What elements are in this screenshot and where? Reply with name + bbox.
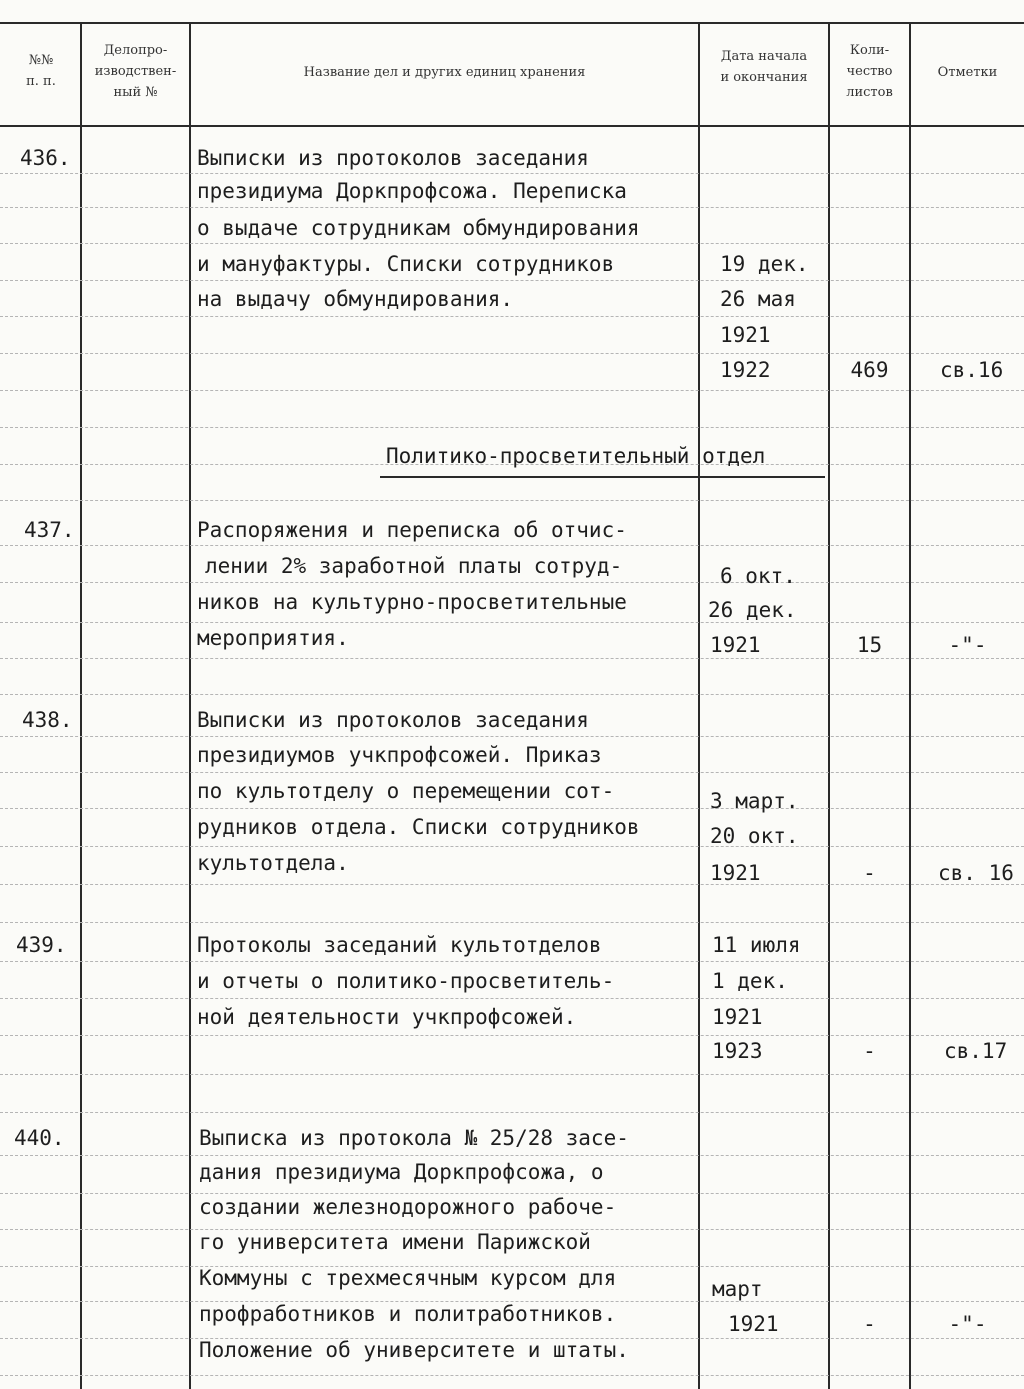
- ledger-rule: [0, 427, 1024, 428]
- record-title-line: Выписка из протокола № 25/28 засе-: [199, 1126, 629, 1150]
- ledger-rule: [0, 922, 1024, 923]
- record-title-line: Коммуны с трехмесячным курсом для: [199, 1266, 617, 1290]
- section-title: Политико-просветительный отдел: [386, 444, 766, 468]
- header-col-number: №№ п. п.: [26, 53, 56, 89]
- record-title-line: по культотделу о перемещении сот-: [197, 779, 615, 803]
- header-col-sheet-count: Коли- чество листов: [846, 43, 893, 100]
- record-notes: св.16: [940, 358, 1004, 382]
- record-title-line: го университета имени Парижской: [199, 1230, 591, 1254]
- record-title-line: и мануфактуры. Списки сотрудников: [197, 252, 615, 276]
- record-date: 1923: [712, 1039, 763, 1063]
- col-divider-3: [698, 22, 700, 1389]
- col-divider-4: [828, 22, 830, 1389]
- top-border: [0, 22, 1024, 24]
- record-title-line: Выписки из протоколов заседания: [197, 146, 589, 170]
- record-date: 3 март.: [710, 789, 799, 813]
- record-date: 1921: [710, 633, 761, 657]
- record-date: 1922: [720, 358, 771, 382]
- record-date: 26 дек.: [708, 598, 797, 622]
- record-title-line: ников на культурно-просветительные: [197, 590, 627, 614]
- ledger-rule: [0, 694, 1024, 695]
- ledger-rule: [0, 1074, 1024, 1075]
- record-title-line: дания президиума Доркпрофсожа, о: [199, 1160, 604, 1184]
- record-notes: св. 16: [938, 861, 1014, 885]
- record-title-line: лении 2% заработной платы сотруд-: [205, 554, 623, 578]
- record-sheet-count: -: [863, 1039, 876, 1063]
- record-number: 440.: [14, 1126, 65, 1150]
- header-col-office-number: Делопро- изводствен- ный №: [94, 43, 177, 100]
- record-title-line: рудников отдела. Списки сотрудников: [197, 815, 640, 839]
- record-sheet-count: -: [863, 861, 876, 885]
- col-divider-5: [909, 22, 911, 1389]
- ledger-rule: [0, 846, 1024, 847]
- record-title-line: ной деятельности учкпрофсожей.: [197, 1005, 577, 1029]
- record-date: 11 июля: [712, 933, 801, 957]
- record-number: 438.: [22, 708, 73, 732]
- record-number: 436.: [20, 146, 71, 170]
- record-title-line: культотдела.: [197, 851, 349, 875]
- ledger-rule: [0, 622, 1024, 623]
- record-notes: -"-: [948, 1312, 987, 1336]
- record-title-line: Выписки из протоколов заседания: [197, 708, 589, 732]
- record-title-line: мероприятия.: [197, 626, 349, 650]
- header-bottom-border: [0, 125, 1024, 127]
- ledger-rule: [0, 500, 1024, 501]
- record-date: 26 мая: [720, 287, 796, 311]
- record-title-line: о выдаче сотрудникам обмундирования: [197, 216, 640, 240]
- record-number: 439.: [16, 933, 67, 957]
- ledger-rule: [0, 1112, 1024, 1113]
- header-col-notes: Отметки: [937, 65, 998, 80]
- record-date: 20 окт.: [710, 824, 799, 848]
- record-title-line: Распоряжения и переписка об отчис-: [197, 518, 627, 542]
- record-date: март: [712, 1277, 763, 1301]
- record-title-line: Протоколы заседаний культотделов: [197, 933, 602, 957]
- header-col-dates: Дата начала и окончания: [720, 49, 808, 85]
- header-col-title: Название дел и других единиц хранения: [303, 65, 586, 80]
- record-title-line: создании железнодорожного рабоче-: [199, 1195, 617, 1219]
- record-title-line: президиумов учкпрофсожей. Приказ: [197, 743, 602, 767]
- record-notes: -"-: [948, 633, 987, 657]
- record-date: 1921: [712, 1005, 763, 1029]
- record-sheet-count: 15: [856, 633, 883, 657]
- record-notes: св.17: [944, 1039, 1008, 1063]
- col-divider-2: [189, 22, 191, 1389]
- record-date: 1 дек.: [712, 969, 788, 993]
- record-date: 1921: [720, 323, 771, 347]
- record-number: 437.: [24, 518, 75, 542]
- col-divider-1: [80, 22, 82, 1389]
- ledger-rule: [0, 390, 1024, 391]
- record-title-line: на выдачу обмундирования.: [197, 287, 514, 311]
- record-date: 1921: [728, 1312, 779, 1336]
- record-title-line: Положение об университете и штаты.: [199, 1338, 629, 1362]
- ledger-rule: [0, 1375, 1024, 1376]
- section-title-underline: [380, 476, 825, 478]
- record-date: 1921: [710, 861, 761, 885]
- record-date: 19 дек.: [720, 252, 809, 276]
- record-sheet-count: -: [863, 1312, 876, 1336]
- record-sheet-count: 469: [850, 358, 889, 382]
- record-title-line: профработников и политработников.: [199, 1302, 617, 1326]
- record-title-line: президиума Доркпрофсожа. Переписка: [197, 179, 627, 203]
- record-date: 6 окт.: [720, 564, 796, 588]
- record-title-line: и отчеты о политико-просветитель-: [197, 969, 615, 993]
